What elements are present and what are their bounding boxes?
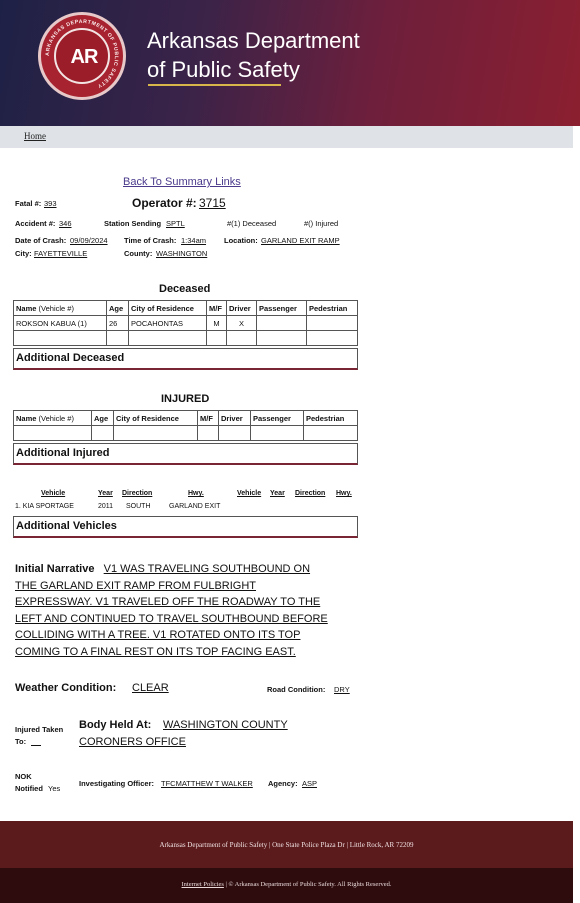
injured-taken-label: Injured Taken (15, 725, 64, 734)
body-held-label: Body Held At: (79, 719, 152, 731)
year-col-header: Year (98, 490, 113, 497)
cell-name: ROKSON KABUA (1) (14, 316, 107, 331)
cell-age: 26 (107, 316, 129, 331)
county-label: County: (124, 249, 153, 258)
accident-label: Accident #: (15, 219, 56, 228)
direction-cell: SOUTH (126, 503, 151, 510)
deceased-count: #(1) Deceased (227, 219, 277, 228)
table-row (14, 316, 358, 331)
vehicle-cell: 1. KIA SPORTAGE (15, 503, 74, 510)
col-driver-header: Driver (227, 301, 257, 316)
col-pedestrian-header: Pedestrian (307, 301, 358, 316)
col-driver-header: Driver (219, 411, 251, 426)
seal-ring-text: ARKANSAS DEPARTMENT OF PUBLIC SAFETY (44, 18, 120, 89)
vehicle-col-header: Vehicle (41, 490, 66, 497)
body-held-line1: WASHINGTON COUNTY (163, 719, 288, 731)
org-name-line1: Arkansas Department (147, 28, 360, 53)
table-row-empty (14, 331, 358, 346)
organization-name (147, 26, 360, 84)
nok-label: NOK (15, 772, 32, 781)
additional-vehicles-box[interactable]: Additional Vehicles (13, 516, 358, 538)
narrative-line: EXPRESSWAY. V1 TRAVELED OFF THE ROADWAY TO THE (15, 596, 321, 609)
date-label: Date of Crash: (15, 236, 67, 245)
hwy-cell: GARLAND EXIT (169, 503, 221, 510)
injured-count: #() Injured (304, 219, 339, 228)
location-value: GARLAND EXIT RAMP (261, 236, 340, 245)
footer-address-bar (0, 821, 573, 868)
table-header-row (14, 301, 358, 316)
investigating-officer-value: TFCMATTHEW T WALKER (161, 779, 253, 788)
org-name-line2: of Public Safety (147, 57, 300, 82)
internet-policies-link[interactable]: Internet Policies (181, 881, 224, 888)
footer-copyright-line (0, 881, 573, 888)
initial-narrative (15, 561, 365, 661)
deceased-title: Deceased (159, 283, 211, 295)
seal-emblem (54, 28, 110, 84)
weather-label: Weather Condition: (15, 682, 117, 694)
col-pedestrian-header: Pedestrian (304, 411, 358, 426)
operator-value: 3715 (199, 196, 226, 210)
road-condition-label: Road Condition: (267, 685, 326, 694)
city-value: FAYETTEVILLE (34, 249, 88, 258)
narrative-line: THE GARLAND EXIT RAMP FROM FULBRIGHT (15, 579, 257, 592)
col-name-header: Name (Vehicle #) (14, 301, 107, 316)
year-cell: 2011 (98, 503, 114, 510)
accident-value: 346 (59, 219, 72, 228)
seal-letters: AR (70, 46, 98, 68)
narrative-label: Initial Narrative (15, 563, 95, 575)
col-age-header: Age (107, 301, 129, 316)
narrative-line: COLLIDING WITH A TREE. V1 ROTATED ONTO ITS TOP (15, 629, 301, 642)
narrative-line: COMING TO A FINAL REST ON ITS TOP FACING EAST. (15, 645, 296, 658)
direction-col-header: Direction (122, 490, 153, 497)
investigating-officer-label: Investigating Officer: (79, 779, 155, 788)
fatal-label: Fatal #: (15, 199, 42, 208)
station-label: Station Sending (104, 219, 162, 228)
footer-copyright: | © Arkansas Department of Public Safety. All Rights Reserved. (225, 881, 392, 888)
narrative-line: LEFT AND CONTINUED TO TRAVEL SOUTHBOUND BEFORE (15, 612, 328, 625)
site-header (0, 0, 580, 126)
operator-label: Operator #: (132, 196, 197, 210)
col-city-header: City of Residence (114, 411, 198, 426)
back-to-summary-link[interactable]: Back To Summary Links (123, 176, 241, 188)
cell-city: POCAHONTAS (129, 316, 207, 331)
notified-label: Notified (15, 784, 43, 793)
cell-driver: X (227, 316, 257, 331)
injured-taken-to-label: To: (15, 737, 27, 746)
location-label: Location: (224, 236, 258, 245)
table-header-row (14, 411, 358, 426)
county-value: WASHINGTON (156, 249, 208, 258)
footer-address: Arkansas Department of Public Safety | One State Police Plaza Dr | Little Rock, AR 72209 (159, 841, 414, 849)
city-label: City: (15, 249, 32, 258)
direction-col-header-2: Direction (295, 490, 326, 497)
injured-taken-value (31, 737, 41, 746)
cell-pedestrian (307, 316, 358, 331)
weather-value: CLEAR (132, 682, 169, 694)
fatal-value: 393 (44, 199, 57, 208)
hwy-col-header: Hwy. (188, 490, 204, 497)
hwy-col-header-2: Hwy. (336, 490, 352, 497)
col-mf-header: M/F (207, 301, 227, 316)
col-age-header: Age (92, 411, 114, 426)
injured-title: INJURED (161, 393, 210, 405)
road-condition-value: DRY (334, 685, 350, 694)
agency-value: ASP (302, 779, 318, 788)
deceased-table (13, 300, 358, 346)
gold-underline (148, 84, 281, 86)
time-label: Time of Crash: (124, 236, 177, 245)
col-city-header: City of Residence (129, 301, 207, 316)
agency-seal-logo[interactable] (38, 12, 126, 100)
body-held-line2: CORONERS OFFICE (79, 736, 186, 748)
notified-value: Yes (48, 784, 61, 793)
col-mf-header: M/F (198, 411, 219, 426)
additional-deceased-box[interactable]: Additional Deceased (13, 348, 358, 370)
time-value: 1:34am (181, 236, 207, 245)
injured-table (13, 410, 358, 441)
cell-passenger (257, 316, 307, 331)
col-passenger-header: Passenger (257, 301, 307, 316)
col-passenger-header: Passenger (251, 411, 304, 426)
narrative-line: Initial Narrative V1 WAS TRAVELING SOUTHBOUND ON (15, 563, 311, 575)
station-value: SPTL (166, 219, 185, 228)
footer-copyright-bar (0, 868, 573, 903)
year-col-header-2: Year (270, 490, 285, 497)
date-value: 09/09/2024 (70, 236, 108, 245)
additional-injured-box[interactable]: Additional Injured (13, 443, 358, 465)
vehicle-col-header-2: Vehicle (237, 490, 262, 497)
col-name-header: Name (Vehicle #) (14, 411, 92, 426)
nav-bar (0, 126, 573, 148)
home-link[interactable]: Home (24, 131, 46, 141)
agency-label: Agency: (268, 779, 298, 788)
table-row-empty (14, 426, 358, 441)
cell-mf: M (207, 316, 227, 331)
